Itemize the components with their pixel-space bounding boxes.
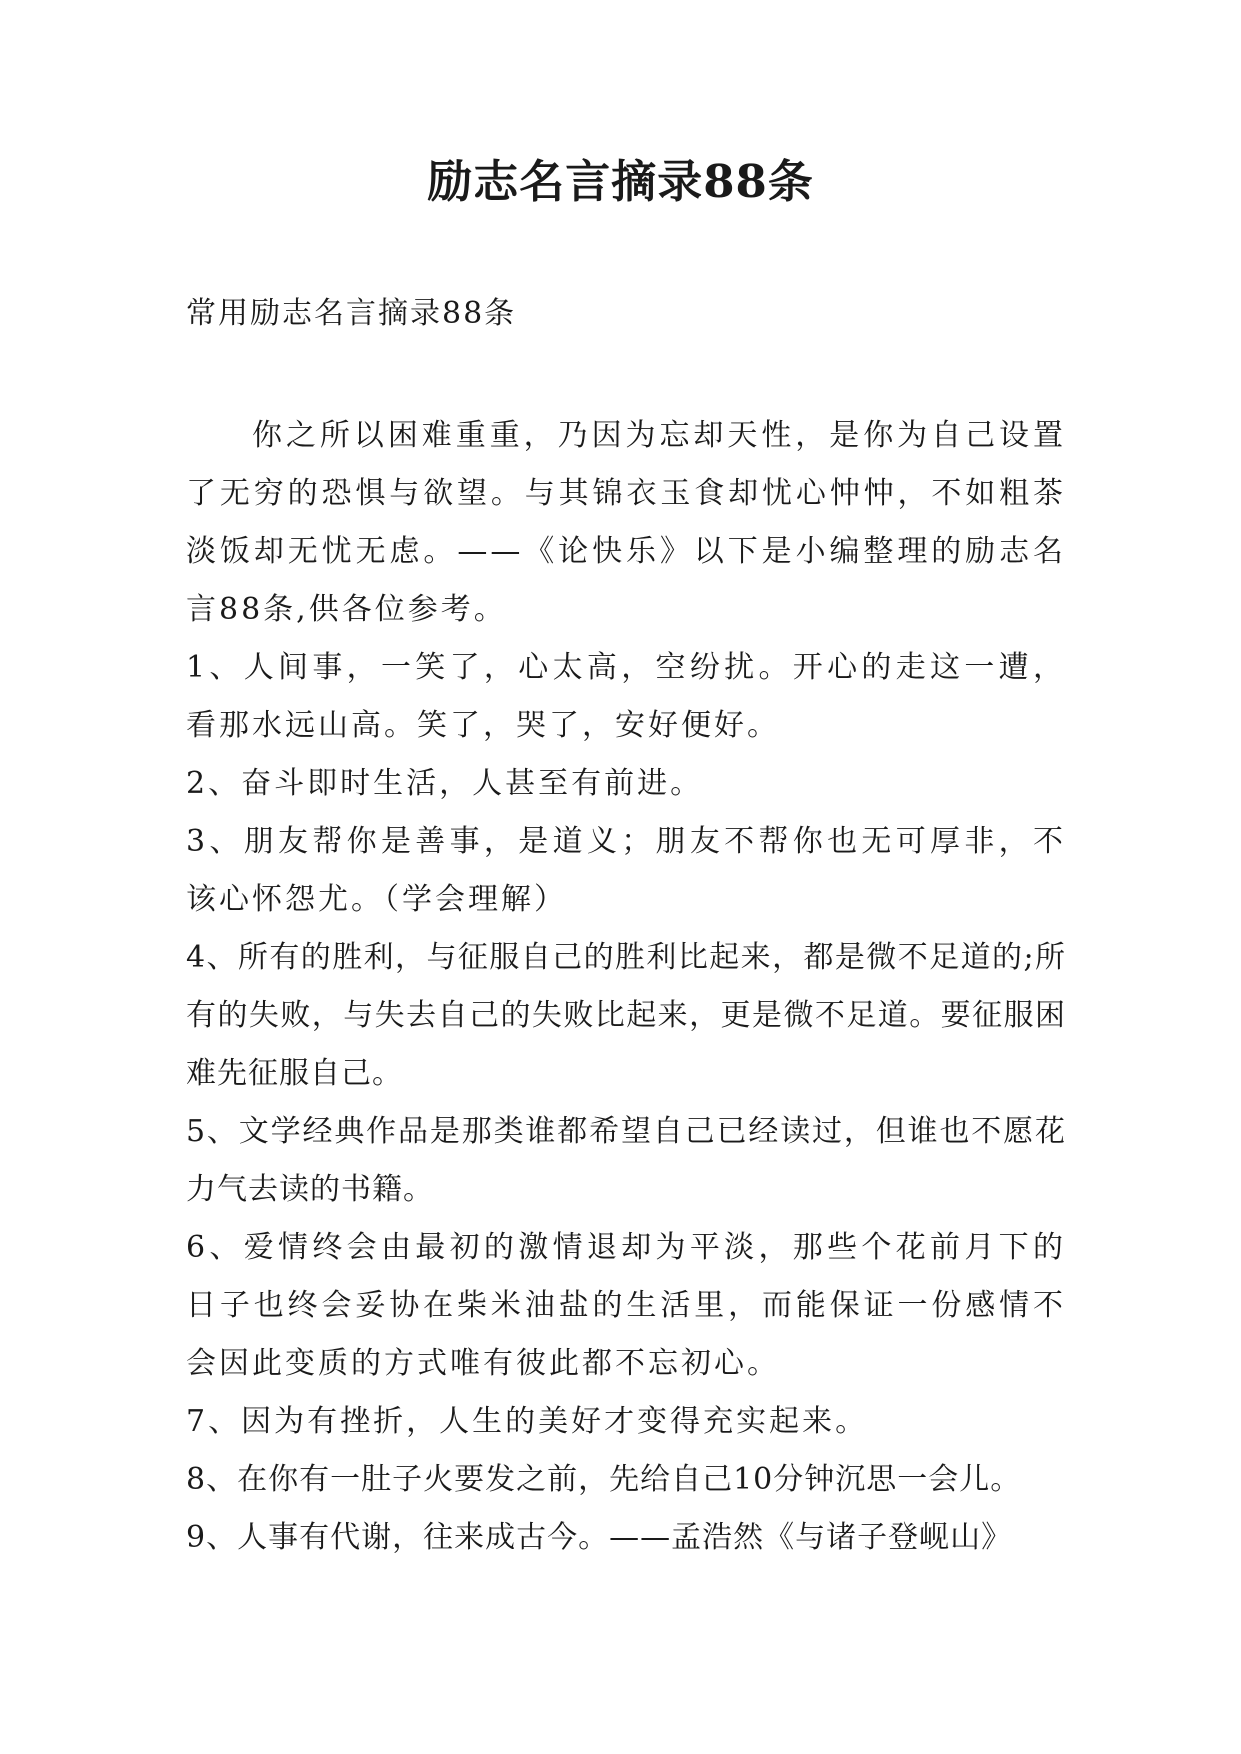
document-body [186,407,1066,1567]
intro-paragraph: 你之所以困难重重，乃因为忘却天性，是你为自己设置了无穷的恐惧与欲望。与其锦衣玉食却忧心忡忡，不如粗茶淡饭却无忧无虑。——《论快乐》以下是小编整理的励志名言88条,供各位参考。 [186,418,1066,627]
quote-item-3: 3、朋友帮你是善事，是道义；朋友不帮你也无可厚非，不该心怀怨尤。（学会理解） [186,824,1066,917]
document-subtitle: 常用励志名言摘录88条 [186,296,517,331]
quote-item-7: 7、因为有挫折，人生的美好才变得充实起来。 [186,1404,869,1439]
quote-item-4: 4、所有的胜利，与征服自己的胜利比起来，都是微不足道的;所有的失败，与失去自己的失败比起来，更是微不足道。要征服困难先征服自己。 [186,940,1066,1091]
quote-item-8: 8、在你有一肚子火要发之前，先给自己10分钟沉思一会儿。 [186,1462,1022,1497]
quote-item-5: 5、文学经典作品是那类谁都希望自己已经读过，但谁也不愿花力气去读的书籍。 [186,1114,1066,1207]
quote-item-9: 9、人事有代谢，往来成古今。——孟浩然《与诸子登岘山》 [186,1520,1013,1555]
document-title: 励志名言摘录88条 [427,155,814,208]
quote-item-1: 1、人间事，一笑了，心太高，空纷扰。开心的走这一遭，看那水远山高。笑了，哭了，安好便好。 [186,650,1066,743]
quote-item-6: 6、爱情终会由最初的激情退却为平淡，那些个花前月下的日子也终会妥协在柴米油盐的生活里，而能保证一份感情不会因此变质的方式唯有彼此都不忘初心。 [186,1230,1066,1381]
quote-item-2: 2、奋斗即时生活，人甚至有前进。 [186,766,704,801]
